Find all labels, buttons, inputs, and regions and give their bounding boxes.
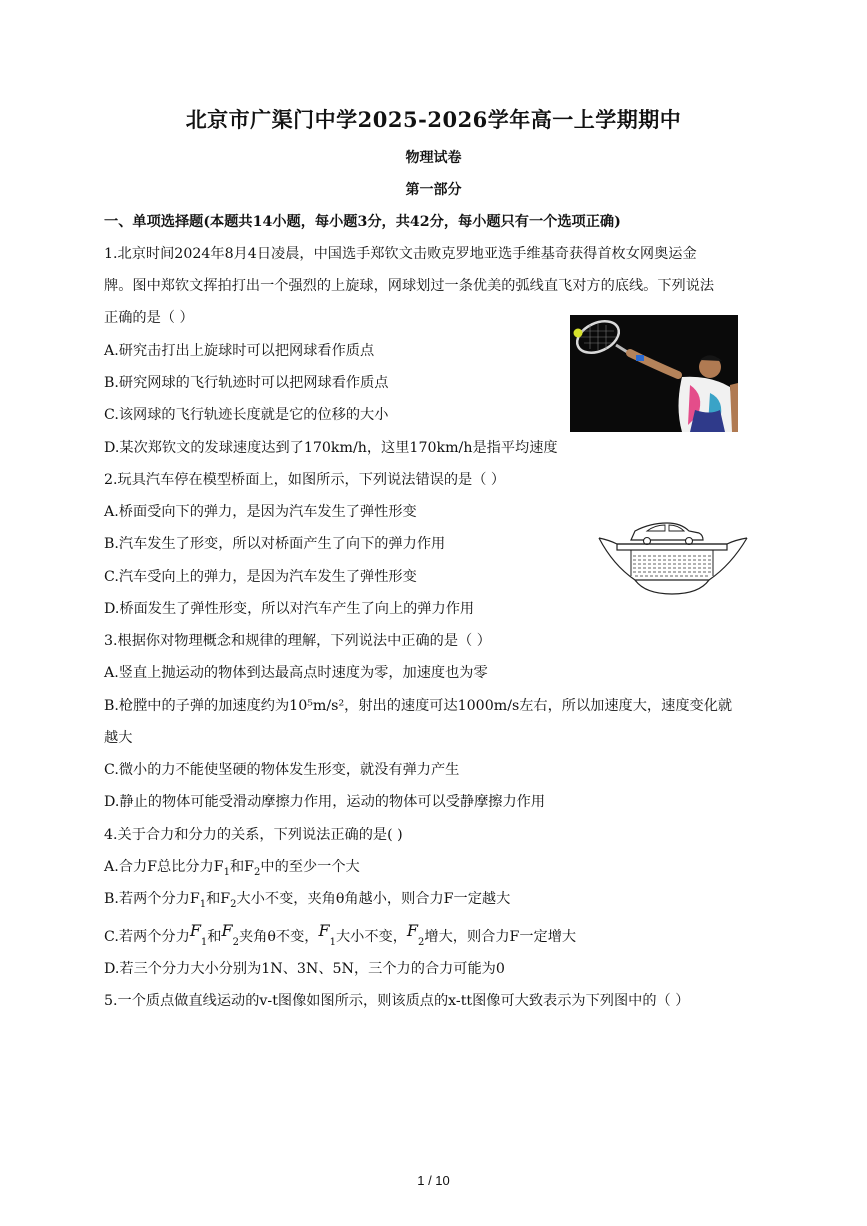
toy-car-bridge-diagram <box>595 510 750 595</box>
section-heading: 一、单项选择题(本题共14小题，每小题3分，共42分，每小题只有一个选项正确) <box>104 214 621 230</box>
q2-option-a: A.桥面受向下的弹力，是因为汽车发生了弹性形变 <box>104 504 417 520</box>
q1-stem-line2: 牌。图中郑钦文挥拍打出一个强烈的上旋球，网球划过一条优美的弧线直飞对方的底线。下列说法 <box>104 278 715 294</box>
q3-stem: 3.根据你对物理概念和规律的理解，下列说法中正确的是（ ） <box>104 633 491 649</box>
q1-option-c: C.该网球的飞行轨迹长度就是它的位移的大小 <box>104 407 389 423</box>
q4-option-d: D.若三个分力大小分别为1N、3N、5N，三个力的合力可能为0 <box>104 961 505 977</box>
q5-stem: 5.一个质点做直线运动的v-t图像如图所示，则该质点的x-tt图像可大致表示为下列图中的（ ） <box>104 993 690 1009</box>
q3-option-a: A.竖直上抛运动的物体到达最高点时速度为零，加速度也为零 <box>104 665 488 681</box>
exam-title: 北京市广渠门中学2025-2026学年高一上学期期中 <box>185 107 682 132</box>
q1-option-b: B.研究网球的飞行轨迹时可以把网球看作质点 <box>104 375 389 391</box>
q1-stem-line3: 正确的是（ ） <box>104 310 194 326</box>
q4-option-a: A.合力F总比分力$F_1$和$F_2$中的至少一个大 <box>104 859 360 878</box>
q2-option-d: D.桥面发生了弹性形变，所以对汽车产生了向上的弹力作用 <box>104 601 475 617</box>
page-number: 1 / 10 <box>417 1173 450 1188</box>
q1-stem-line1: 1.北京时间2024年8月4日凌晨，中国选手郑钦文击败克罗地亚选手维基奇获得首枚女网奥运金 <box>104 246 697 262</box>
q4-option-c: C.若两个分力$F_1$和$F_2$夹角θ不变，$F_1$大小不变，$F_2$增大，则合力F一定增大 <box>104 921 577 948</box>
q4-option-b: B.若两个分力$F_1$和$F_2$大小不变，夹角θ角越小，则合力F一定越大 <box>104 891 511 910</box>
q1-option-d: D.某次郑钦文的发球速度达到了170km/h，这里170km/h是指平均速度 <box>104 440 558 456</box>
q3-option-b-line1: B.枪膛中的子弹的加速度约为10⁵m/s²，射出的速度可达1000m/s左右，所以加速度大，速度变化就 <box>104 698 733 714</box>
q2-option-c: C.汽车受向上的弹力，是因为汽车发生了弹性形变 <box>104 569 417 585</box>
q4-stem: 4.关于合力和分力的关系，下列说法正确的是( ) <box>104 827 403 843</box>
q3-option-d: D.静止的物体可能受滑动摩擦力作用，运动的物体可以受静摩擦力作用 <box>104 794 546 810</box>
part-title: 第一部分 <box>405 182 462 198</box>
q2-option-b: B.汽车发生了形变，所以对桥面产生了向下的弹力作用 <box>104 536 446 552</box>
q1-option-a: A.研究击打出上旋球时可以把网球看作质点 <box>104 343 375 359</box>
q3-option-b-line2: 越大 <box>104 730 133 746</box>
q3-option-c: C.微小的力不能使坚硬的物体发生形变，就没有弹力产生 <box>104 762 460 778</box>
subject-title: 物理试卷 <box>405 150 462 166</box>
q2-stem: 2.玩具汽车停在模型桥面上，如图所示，下列说法错误的是（ ） <box>104 472 506 488</box>
tennis-player-image <box>570 315 738 432</box>
